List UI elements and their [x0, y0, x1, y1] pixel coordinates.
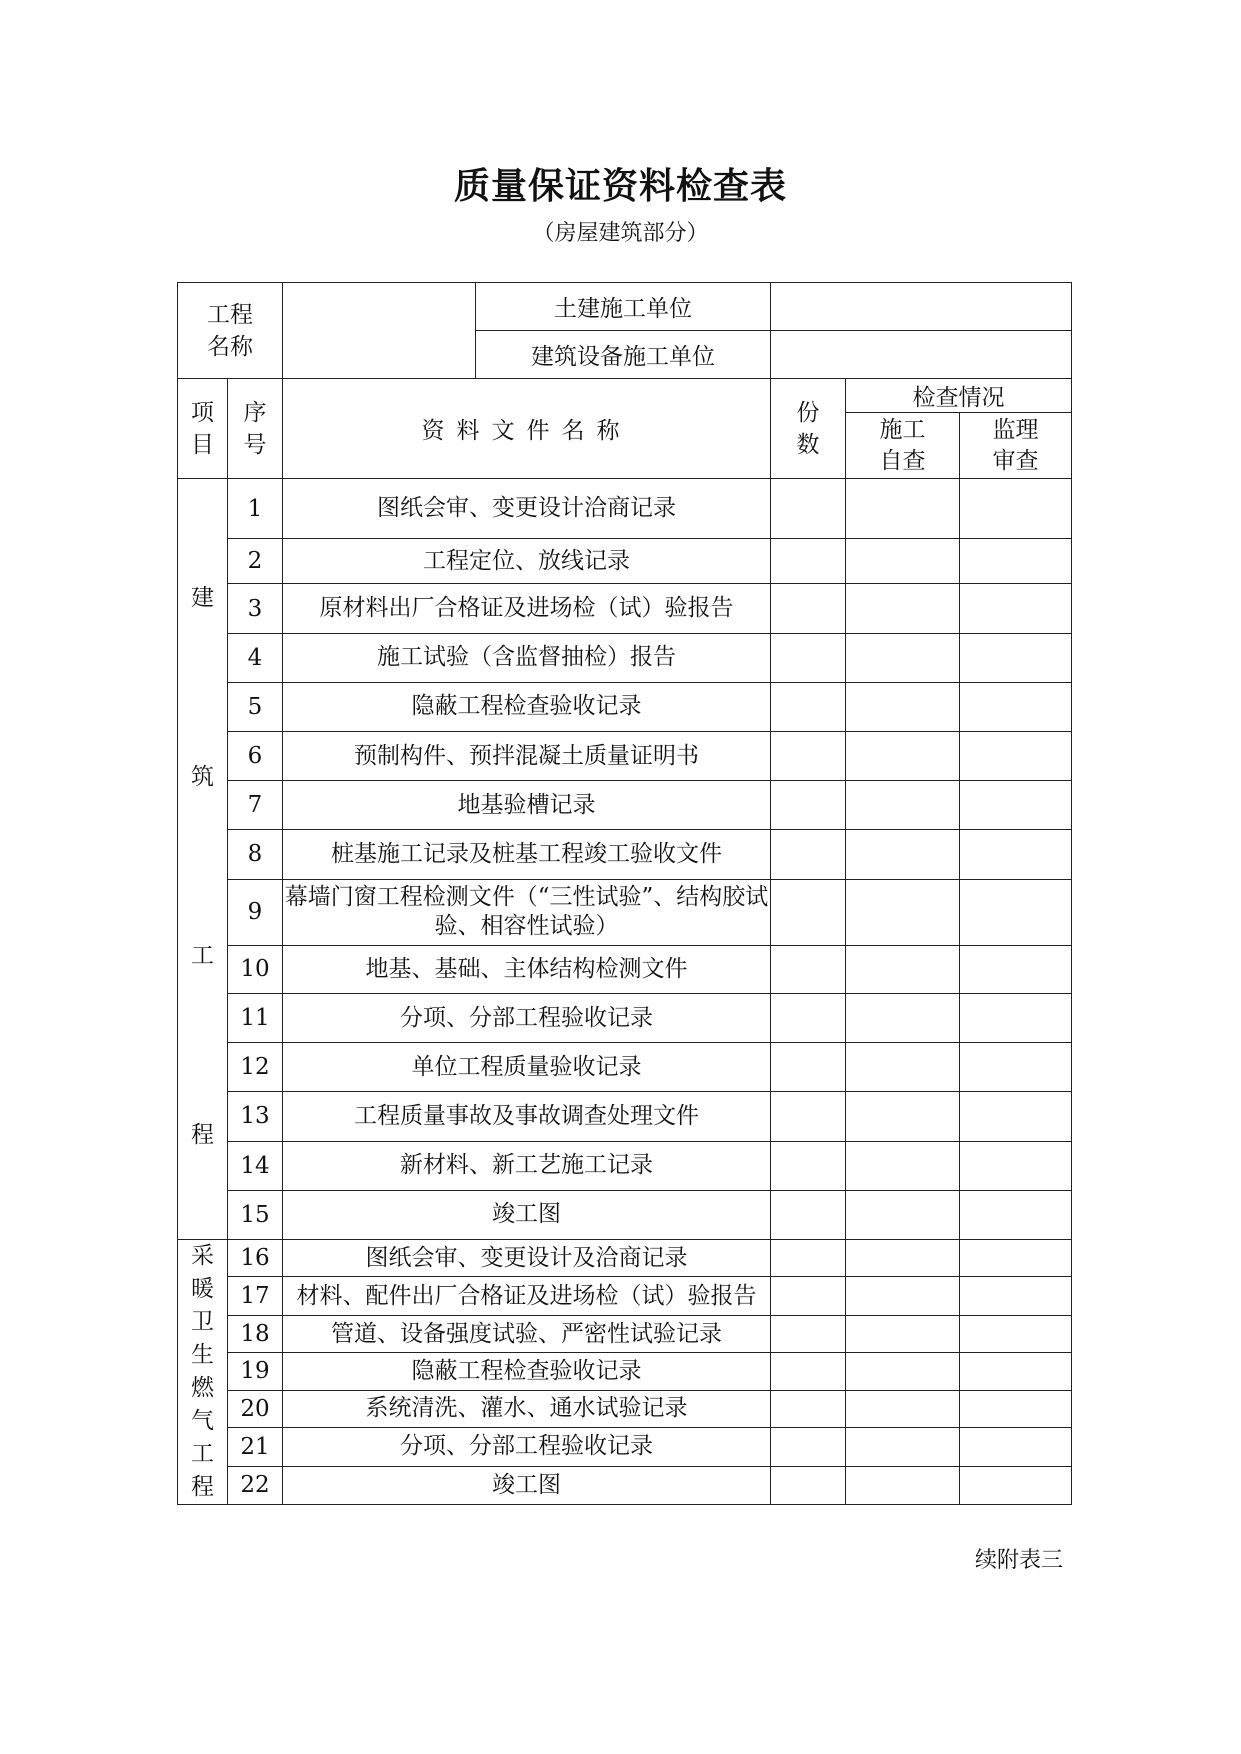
footer-note: 续附表三	[974, 1548, 1063, 1573]
copies-cell[interactable]	[771, 945, 846, 993]
equipment-contractor-value-cell[interactable]	[771, 331, 1072, 379]
self-check-cell[interactable]	[846, 1240, 960, 1277]
copies-cell[interactable]	[771, 731, 846, 780]
page-subtitle: （房屋建筑部分）	[532, 221, 709, 246]
copies-cell[interactable]	[771, 1277, 846, 1315]
self-check-cell[interactable]	[846, 1190, 960, 1239]
copies-cell[interactable]	[771, 1466, 846, 1504]
supervision-check-cell[interactable]	[960, 479, 1072, 539]
table-row	[178, 879, 1072, 945]
self-check-cell[interactable]	[846, 1353, 960, 1390]
document-name: 地基验槽记录	[283, 781, 771, 830]
copies-cell[interactable]	[771, 633, 846, 682]
supervision-check-cell[interactable]	[960, 1043, 1072, 1092]
document-name: 地基、基础、主体结构检测文件	[283, 945, 771, 993]
row-number: 22	[228, 1466, 283, 1504]
table-row	[178, 633, 1072, 682]
table-row	[178, 1092, 1072, 1141]
self-check-cell[interactable]	[846, 539, 960, 584]
copies-cell[interactable]	[771, 1428, 846, 1466]
self-check-cell[interactable]	[846, 1428, 960, 1466]
row-number: 13	[228, 1092, 283, 1141]
row-number: 3	[228, 584, 283, 633]
row-number: 12	[228, 1043, 283, 1092]
supervision-check-cell[interactable]	[960, 1277, 1072, 1315]
table-row	[178, 1141, 1072, 1190]
table-row	[178, 1428, 1072, 1466]
self-check-cell[interactable]	[846, 479, 960, 539]
self-check-cell[interactable]	[846, 1390, 960, 1427]
supervision-check-cell[interactable]	[960, 1092, 1072, 1141]
row-number: 5	[228, 682, 283, 731]
document-name: 原材料出厂合格证及进场检（试）验报告	[283, 584, 771, 633]
document-name: 单位工程质量验收记录	[283, 1043, 771, 1092]
page-title: 质量保证资料检查表	[453, 165, 787, 207]
row-number: 21	[228, 1428, 283, 1466]
supervision-check-cell[interactable]	[960, 781, 1072, 830]
category-architecture: 建 筑 工 程	[178, 479, 228, 1240]
supervision-check-cell[interactable]	[960, 682, 1072, 731]
row-number: 7	[228, 781, 283, 830]
equipment-contractor-label: 建筑设备施工单位	[476, 331, 771, 379]
self-check-cell[interactable]	[846, 830, 960, 879]
copies-cell[interactable]	[771, 682, 846, 731]
self-check-cell[interactable]	[846, 1315, 960, 1352]
self-check-cell[interactable]	[846, 1043, 960, 1092]
table-row	[178, 1466, 1072, 1504]
table-row	[178, 1315, 1072, 1352]
project-name-label: 工程名称	[178, 283, 283, 379]
self-check-cell[interactable]	[846, 879, 960, 945]
table-row	[178, 682, 1072, 731]
table-row	[178, 830, 1072, 879]
col-supervision-check-header: 监理审查	[960, 413, 1072, 479]
table-row	[178, 584, 1072, 633]
row-number: 10	[228, 945, 283, 993]
table-row	[178, 731, 1072, 780]
table-row	[178, 539, 1072, 584]
supervision-check-cell[interactable]	[960, 633, 1072, 682]
copies-cell[interactable]	[771, 1390, 846, 1427]
row-number: 4	[228, 633, 283, 682]
row-number: 15	[228, 1190, 283, 1239]
col-check-status-header: 检查情况	[846, 379, 1072, 413]
row-number: 9	[228, 879, 283, 945]
row-number: 14	[228, 1141, 283, 1190]
self-check-cell[interactable]	[846, 781, 960, 830]
document-name: 工程质量事故及事故调查处理文件	[283, 1092, 771, 1141]
document-name: 分项、分部工程验收记录	[283, 993, 771, 1042]
document-name: 幕墙门窗工程检测文件（“三性试验”、结构胶试验、相容性试验）	[283, 879, 771, 945]
row-number: 17	[228, 1277, 283, 1315]
document-name: 分项、分部工程验收记录	[283, 1428, 771, 1466]
document-name: 系统清洗、灌水、通水试验记录	[283, 1390, 771, 1427]
copies-cell[interactable]	[771, 781, 846, 830]
supervision-check-cell[interactable]	[960, 1190, 1072, 1239]
row-number: 11	[228, 993, 283, 1042]
copies-cell[interactable]	[771, 1240, 846, 1277]
document-name: 图纸会审、变更设计及洽商记录	[283, 1240, 771, 1277]
document-name: 管道、设备强度试验、严密性试验记录	[283, 1315, 771, 1352]
col-doc-name-header: 资料文件名称	[283, 379, 771, 479]
table-row	[178, 1240, 1072, 1277]
document-name: 新材料、新工艺施工记录	[283, 1141, 771, 1190]
table-row	[178, 1277, 1072, 1315]
table-row	[178, 1190, 1072, 1239]
copies-cell[interactable]	[771, 1190, 846, 1239]
supervision-check-cell[interactable]	[960, 1240, 1072, 1277]
self-check-cell[interactable]	[846, 1092, 960, 1141]
row-number: 8	[228, 830, 283, 879]
document-name: 竣工图	[283, 1466, 771, 1504]
col-category-header: 项目	[178, 379, 228, 479]
supervision-check-cell[interactable]	[960, 1466, 1072, 1504]
document-name: 桩基施工记录及桩基工程竣工验收文件	[283, 830, 771, 879]
table-row	[178, 1353, 1072, 1390]
checklist-table	[177, 282, 1072, 1505]
copies-cell[interactable]	[771, 1315, 846, 1352]
copies-cell[interactable]	[771, 879, 846, 945]
copies-cell[interactable]	[771, 539, 846, 584]
supervision-check-cell[interactable]	[960, 731, 1072, 780]
supervision-check-cell[interactable]	[960, 1315, 1072, 1352]
table-row	[178, 1043, 1072, 1092]
table-row	[178, 781, 1072, 830]
supervision-check-cell[interactable]	[960, 1141, 1072, 1190]
table-row	[178, 993, 1072, 1042]
copies-cell[interactable]	[771, 1092, 846, 1141]
self-check-cell[interactable]	[846, 1466, 960, 1504]
supervision-check-cell[interactable]	[960, 1390, 1072, 1427]
self-check-cell[interactable]	[846, 1141, 960, 1190]
project-name-value-cell[interactable]	[283, 283, 476, 379]
document-name: 隐蔽工程检查验收记录	[283, 1353, 771, 1390]
self-check-cell[interactable]	[846, 633, 960, 682]
table-row	[178, 479, 1072, 539]
copies-cell[interactable]	[771, 1043, 846, 1092]
supervision-check-cell[interactable]	[960, 1353, 1072, 1390]
table-row	[178, 1390, 1072, 1427]
supervision-check-cell[interactable]	[960, 539, 1072, 584]
self-check-cell[interactable]	[846, 1277, 960, 1315]
civil-contractor-value-cell[interactable]	[771, 283, 1072, 331]
document-name: 竣工图	[283, 1190, 771, 1239]
copies-cell[interactable]	[771, 1353, 846, 1390]
col-seq-header: 序号	[228, 379, 283, 479]
document-name: 预制构件、预拌混凝土质量证明书	[283, 731, 771, 780]
document-name: 工程定位、放线记录	[283, 539, 771, 584]
supervision-check-cell[interactable]	[960, 879, 1072, 945]
row-number: 20	[228, 1390, 283, 1427]
self-check-cell[interactable]	[846, 993, 960, 1042]
self-check-cell[interactable]	[846, 682, 960, 731]
row-number: 6	[228, 731, 283, 780]
row-number: 19	[228, 1353, 283, 1390]
supervision-check-cell[interactable]	[960, 584, 1072, 633]
row-number: 1	[228, 479, 283, 539]
civil-contractor-label: 土建施工单位	[476, 283, 771, 331]
supervision-check-cell[interactable]	[960, 1428, 1072, 1466]
category-heating-sanitary-gas: 采暖卫生燃气工程	[178, 1240, 228, 1505]
row-number: 18	[228, 1315, 283, 1352]
self-check-cell[interactable]	[846, 945, 960, 993]
document-name: 施工试验（含监督抽检）报告	[283, 633, 771, 682]
col-copies-header: 份数	[771, 379, 846, 479]
document-name: 隐蔽工程检查验收记录	[283, 682, 771, 731]
document-name: 图纸会审、变更设计洽商记录	[283, 479, 771, 539]
row-number: 16	[228, 1240, 283, 1277]
row-number: 2	[228, 539, 283, 584]
copies-cell[interactable]	[771, 1141, 846, 1190]
copies-cell[interactable]	[771, 993, 846, 1042]
self-check-cell[interactable]	[846, 584, 960, 633]
supervision-check-cell[interactable]	[960, 993, 1072, 1042]
col-self-check-header: 施工自查	[846, 413, 960, 479]
copies-cell[interactable]	[771, 584, 846, 633]
copies-cell[interactable]	[771, 830, 846, 879]
self-check-cell[interactable]	[846, 731, 960, 780]
copies-cell[interactable]	[771, 479, 846, 539]
table-row	[178, 945, 1072, 993]
supervision-check-cell[interactable]	[960, 830, 1072, 879]
document-name: 材料、配件出厂合格证及进场检（试）验报告	[283, 1277, 771, 1315]
supervision-check-cell[interactable]	[960, 945, 1072, 993]
